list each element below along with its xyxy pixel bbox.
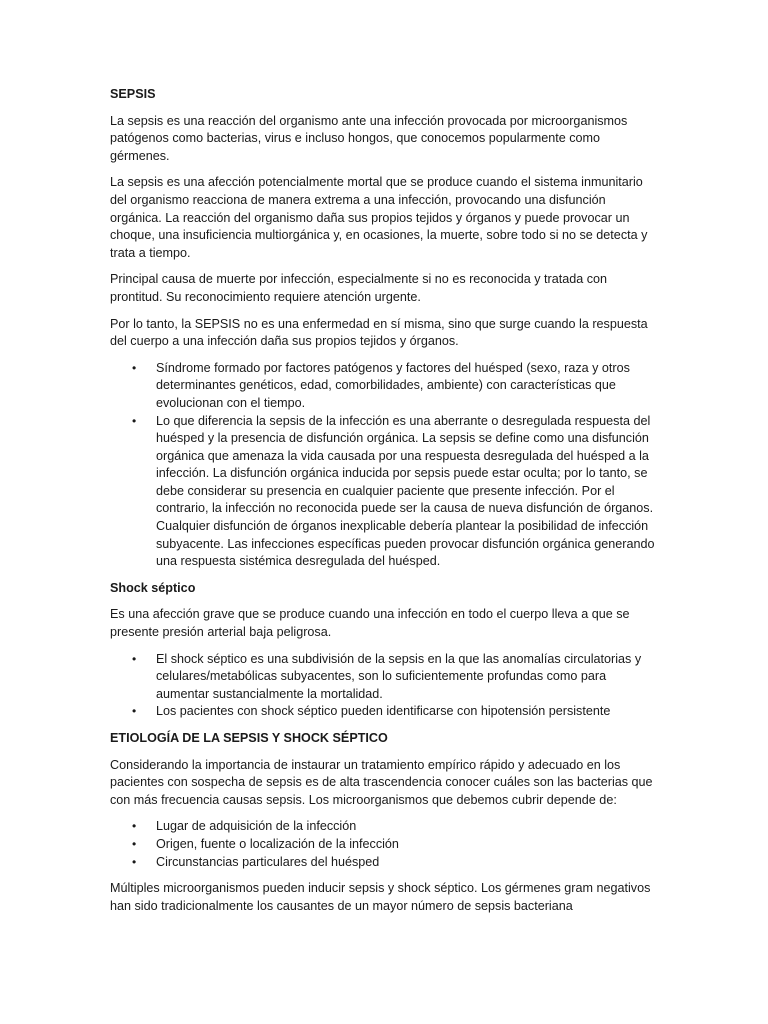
heading-sepsis: SEPSIS [110,87,156,101]
paragraph-etiologia: Considerando la importancia de instaurar un tratamiento empírico rápido y adecuado en los pacientes con sospecha de sepsis es de alta trascendencia conocer cuáles son las bacterias que con más frecuencia causas sepsis. Los microorganismos que debemos cubrir depende de: [110,757,653,807]
heading-shock-septico: Shock séptico [110,580,196,595]
bullet-list-sepsis [110,360,658,571]
bullet-icon: • [132,413,137,428]
bullet-icon: • [132,651,137,666]
bullet-list-microorganismos [110,818,658,871]
list-item: • Lo que diferencia la sepsis de la infección es una aberrante o desregulada respuesta del huésped y la presencia de disfunción orgánica. La sepsis se define como una disfunción orgánica que amenaza la vida causada por una respuesta desregulada del huésped a la infección. La disfunción orgánica inducida por sepsis puede estar oculta; por lo tanto, se debe considerar su presencia en cualquier paciente que presente infección. Por el contrario, la infección no reconocida puede ser la causa de nueva disfunción de órganos. Cualquier disfunción de órganos inexplicable debería plantear la posibilidad de infección subyacente. Las infecciones específicas pueden provocar disfunción orgánica generando una respuesta sistémica desregulada del huésped. [132,413,655,569]
list-item: • Circunstancias particulares del huésped [156,854,658,872]
bullet-list-shock [110,651,658,721]
list-item: • Síndrome formado por factores patógenos y factores del huésped (sexo, raza y otros determinantes genéticos, edad, comorbilidades, ambiente) con características que evolucionan con el tiempo. [132,360,630,410]
paragraph-principal-causa: Principal causa de muerte por infección, especialmente si no es reconocida y tratada con prontitud. Su reconocimiento requiere atención urgente. [110,272,608,304]
bullet-icon: • [132,854,137,869]
paragraph-sepsis-afeccion: La sepsis es una afección potencialmente mortal que se produce cuando el sistema inmunitario del organismo reacciona de manera extrema a una infección, provocando una disfunción orgánica. La reacción del organismo daña sus propios tejidos y órganos y puede provocar un choque, una insuficiencia multiorgánica y, en ocasiones, la muerte, sobre todo si no se detecta y trata a tiempo. [110,175,648,260]
paragraph-sepsis-definition: La sepsis es una reacción del organismo ante una infección provocada por microorganismos patógenos como bacterias, virus e incluso hongos, que conocemos popularmente como gérmenes. [110,113,628,163]
bullet-icon: • [132,704,137,719]
paragraph-shock-definition: Es una afección grave que se produce cuando una infección en todo el cuerpo lleva a que se presente presión arterial baja peligrosa. [110,607,630,640]
heading-etiologia: ETIOLOGÍA DE LA SEPSIS Y SHOCK SÉPTICO [110,731,388,745]
list-item: • Los pacientes con shock séptico pueden identificarse con hipotensión persistente [156,703,658,721]
bullet-icon: • [132,819,137,834]
list-item: • Lugar de adquisición de la infección [156,818,658,836]
bullet-icon: • [132,360,137,375]
paragraph-por-lo-tanto: Por lo tanto, la SEPSIS no es una enfermedad en sí misma, sino que surge cuando la respuesta del cuerpo a una infección daña sus propios tejidos y órganos. [110,316,648,349]
list-item: • Origen, fuente o localización de la infección [156,836,658,854]
list-item: • El shock séptico es una subdivisión de la sepsis en la que las anomalías circulatorias y celulares/metabólicas subyacentes, son lo suficientemente profundas como para aumentar sustancialmente la mortalidad. [132,651,642,701]
paragraph-multiples-microorganismos: Múltiples microorganismos pueden inducir sepsis y shock séptico. Los gérmenes gram negativos han sido tradicionalmente los causantes de un mayor número de sepsis bacteriana [110,881,651,913]
bullet-icon: • [132,836,137,851]
